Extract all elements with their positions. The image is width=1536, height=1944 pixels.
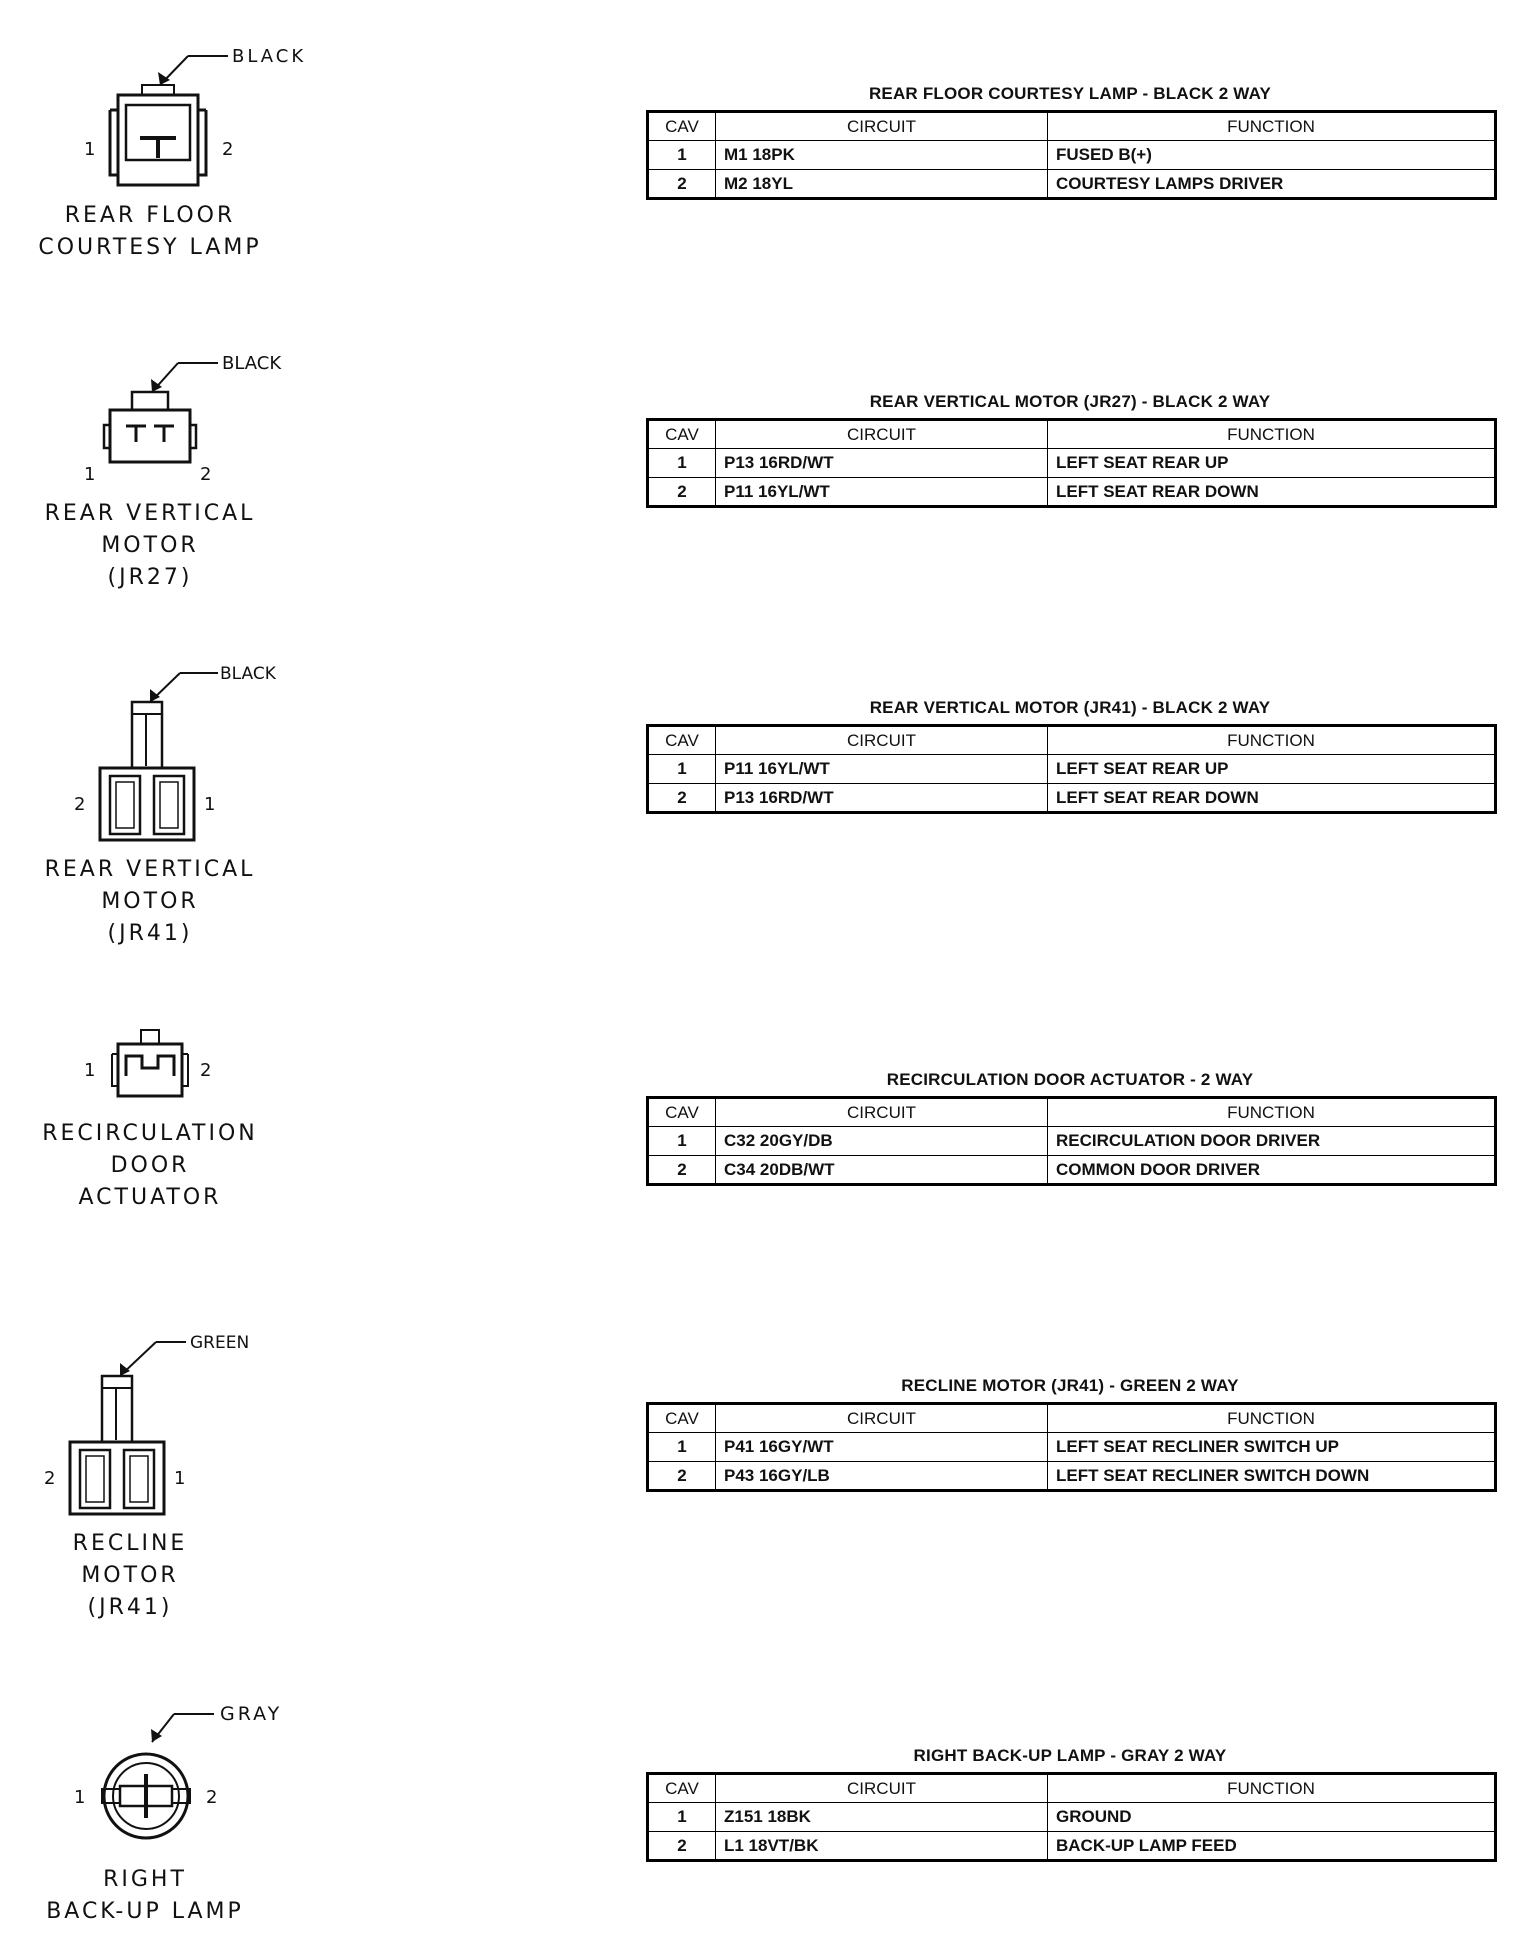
pin-label-right: 2: [222, 139, 234, 160]
circuit-cell: M1 18PK: [716, 141, 1048, 170]
pin-label-left: 1: [84, 1060, 96, 1081]
cav-cell: 1: [648, 1127, 716, 1156]
function-cell: LEFT SEAT RECLINER SWITCH DOWN: [1048, 1462, 1496, 1491]
connector-label-line: REAR FLOOR: [64, 203, 236, 228]
circuit-cell: P13 16RD/WT: [716, 449, 1048, 478]
table-row: [648, 478, 1496, 507]
cav-cell: 2: [648, 1156, 716, 1185]
column-header-function: FUNCTION: [1048, 726, 1496, 755]
pin-label-left: 2: [44, 1468, 56, 1489]
circuit-cell: P11 16YL/WT: [716, 478, 1048, 507]
connector-label: [0, 854, 300, 950]
function-cell: BACK-UP LAMP FEED: [1048, 1832, 1496, 1861]
table-row: [648, 1127, 1496, 1156]
column-header-cav: CAV: [648, 112, 716, 141]
recirculation-door-actuator-connector-icon: [0, 1010, 320, 1110]
table-row: [648, 449, 1496, 478]
cav-cell: 1: [648, 1803, 716, 1832]
rear-vertical-motor-jr41-connector-icon: [0, 640, 320, 850]
pinout-table-block: [646, 698, 1494, 814]
color-label: GREEN: [190, 1333, 250, 1353]
column-header-function: FUNCTION: [1048, 112, 1496, 141]
column-header-cav: CAV: [648, 420, 716, 449]
pinout-table: [646, 1772, 1497, 1862]
connector-label-line: ACTUATOR: [78, 1185, 222, 1210]
table-row: [648, 755, 1496, 784]
column-header-function: FUNCTION: [1048, 1098, 1496, 1127]
connector-label: [0, 200, 300, 264]
pinout-table-title: REAR VERTICAL MOTOR (JR27) - BLACK 2 WAY: [869, 392, 1271, 411]
pinout-table-title: RECIRCULATION DOOR ACTUATOR - 2 WAY: [886, 1070, 1254, 1089]
pin-label-left: 1: [84, 139, 96, 160]
column-header-function: FUNCTION: [1048, 1774, 1496, 1803]
pinout-table-block: [646, 84, 1494, 200]
pin-label-right: 2: [200, 464, 212, 485]
function-cell: COURTESY LAMPS DRIVER: [1048, 170, 1496, 199]
table-header-row: [648, 1774, 1496, 1803]
connector-label-line: RECLINE: [72, 1531, 188, 1556]
connector-label-line: RIGHT: [103, 1867, 187, 1892]
pin-label-left: 1: [84, 464, 96, 485]
pinout-table: [646, 110, 1497, 200]
circuit-cell: P43 16GY/LB: [716, 1462, 1048, 1491]
connector-label-line: REAR VERTICAL: [44, 501, 256, 526]
connector-label-line: RECIRCULATION: [42, 1121, 258, 1146]
pin-label-right: 1: [204, 794, 216, 815]
connector-label-line: (JR41): [87, 1595, 173, 1620]
connector-label-line: DOOR: [110, 1153, 190, 1178]
column-header-cav: CAV: [648, 726, 716, 755]
color-label: BLACK: [222, 353, 282, 374]
function-cell: RECIRCULATION DOOR DRIVER: [1048, 1127, 1496, 1156]
pinout-table-title: REAR VERTICAL MOTOR (JR41) - BLACK 2 WAY: [869, 698, 1271, 717]
recline-motor-jr41-connector-icon: [0, 1320, 320, 1530]
cav-cell: 2: [648, 1832, 716, 1861]
function-cell: COMMON DOOR DRIVER: [1048, 1156, 1496, 1185]
circuit-cell: P13 16RD/WT: [716, 784, 1048, 813]
column-header-circuit: CIRCUIT: [716, 1404, 1048, 1433]
pinout-table-block: [646, 1746, 1494, 1862]
connector-label-line: MOTOR: [81, 1563, 179, 1588]
color-label: BLACK: [220, 664, 276, 684]
circuit-cell: L1 18VT/BK: [716, 1832, 1048, 1861]
pinout-table: [646, 724, 1497, 814]
cav-cell: 1: [648, 1433, 716, 1462]
pinout-table-title: RECLINE MOTOR (JR41) - GREEN 2 WAY: [901, 1376, 1239, 1395]
connector-label: [0, 1864, 290, 1928]
pinout-table-block: [646, 392, 1494, 508]
function-cell: LEFT SEAT REAR DOWN: [1048, 478, 1496, 507]
column-header-circuit: CIRCUIT: [716, 1774, 1048, 1803]
table-header-row: [648, 726, 1496, 755]
table-row: [648, 1803, 1496, 1832]
pin-label-right: 1: [174, 1468, 186, 1489]
circuit-cell: C32 20GY/DB: [716, 1127, 1048, 1156]
connector-label-line: (JR41): [107, 921, 193, 946]
column-header-circuit: CIRCUIT: [716, 112, 1048, 141]
table-row: [648, 1832, 1496, 1861]
connector-diagram-recirculation-door-actuator: [0, 1010, 320, 1230]
cav-cell: 1: [648, 449, 716, 478]
color-label: BLACK: [232, 46, 307, 67]
circuit-cell: P41 16GY/WT: [716, 1433, 1048, 1462]
table-row: [648, 1433, 1496, 1462]
cav-cell: 2: [648, 784, 716, 813]
circuit-cell: P11 16YL/WT: [716, 755, 1048, 784]
connector-label-line: REAR VERTICAL: [44, 857, 256, 882]
pinout-table: [646, 1402, 1497, 1492]
column-header-circuit: CIRCUIT: [716, 1098, 1048, 1127]
column-header-cav: CAV: [648, 1774, 716, 1803]
connector-label: [0, 498, 300, 594]
column-header-cav: CAV: [648, 1098, 716, 1127]
function-cell: LEFT SEAT REAR DOWN: [1048, 784, 1496, 813]
function-cell: LEFT SEAT REAR UP: [1048, 449, 1496, 478]
table-row: [648, 170, 1496, 199]
pinout-table-block: [646, 1070, 1494, 1186]
table-header-row: [648, 112, 1496, 141]
connector-label-line: BACK-UP LAMP: [46, 1899, 244, 1924]
rear-vertical-motor-jr27-connector-icon: [0, 330, 320, 490]
table-row: [648, 141, 1496, 170]
connector-diagram-rear-vertical-motor-jr41: [0, 640, 320, 960]
connector-label-line: MOTOR: [101, 533, 199, 558]
pin-label-right: 2: [206, 1787, 218, 1808]
circuit-cell: Z151 18BK: [716, 1803, 1048, 1832]
pinout-table: [646, 1096, 1497, 1186]
rear-floor-courtesy-lamp-connector-icon: [0, 0, 320, 200]
table-header-row: [648, 1098, 1496, 1127]
connector-diagram-right-back-up-lamp: [0, 1690, 320, 1944]
pinout-table-title: REAR FLOOR COURTESY LAMP - BLACK 2 WAY: [868, 84, 1272, 103]
pinout-table-title: RIGHT BACK-UP LAMP - GRAY 2 WAY: [913, 1746, 1227, 1765]
pin-label-left: 2: [74, 794, 86, 815]
pinout-table-block: [646, 1376, 1494, 1492]
cav-cell: 2: [648, 1462, 716, 1491]
circuit-cell: M2 18YL: [716, 170, 1048, 199]
color-label: GRAY: [220, 1703, 283, 1725]
function-cell: FUSED B(+): [1048, 141, 1496, 170]
column-header-circuit: CIRCUIT: [716, 420, 1048, 449]
connector-label-line: COURTESY LAMP: [38, 235, 262, 260]
table-header-row: [648, 420, 1496, 449]
cav-cell: 1: [648, 755, 716, 784]
table-row: [648, 1156, 1496, 1185]
circuit-cell: C34 20DB/WT: [716, 1156, 1048, 1185]
connector-label: [0, 1528, 260, 1624]
pinout-table: [646, 418, 1497, 508]
table-row: [648, 784, 1496, 813]
cav-cell: 1: [648, 141, 716, 170]
cav-cell: 2: [648, 478, 716, 507]
table-row: [648, 1462, 1496, 1491]
table-header-row: [648, 1404, 1496, 1433]
connector-label: [0, 1118, 300, 1214]
column-header-function: FUNCTION: [1048, 420, 1496, 449]
pin-label-left: 1: [74, 1787, 86, 1808]
connector-diagram-recline-motor-jr41: [0, 1320, 320, 1640]
function-cell: LEFT SEAT REAR UP: [1048, 755, 1496, 784]
connector-label-line: (JR27): [107, 565, 193, 590]
connector-diagram-rear-floor-courtesy-lamp: [0, 0, 320, 270]
column-header-circuit: CIRCUIT: [716, 726, 1048, 755]
pin-label-right: 2: [200, 1060, 212, 1081]
cav-cell: 2: [648, 170, 716, 199]
connector-label-line: MOTOR: [101, 889, 199, 914]
column-header-function: FUNCTION: [1048, 1404, 1496, 1433]
connector-diagram-rear-vertical-motor-jr27: [0, 330, 320, 600]
column-header-cav: CAV: [648, 1404, 716, 1433]
function-cell: LEFT SEAT RECLINER SWITCH UP: [1048, 1433, 1496, 1462]
function-cell: GROUND: [1048, 1803, 1496, 1832]
right-back-up-lamp-connector-icon: [0, 1690, 320, 1830]
